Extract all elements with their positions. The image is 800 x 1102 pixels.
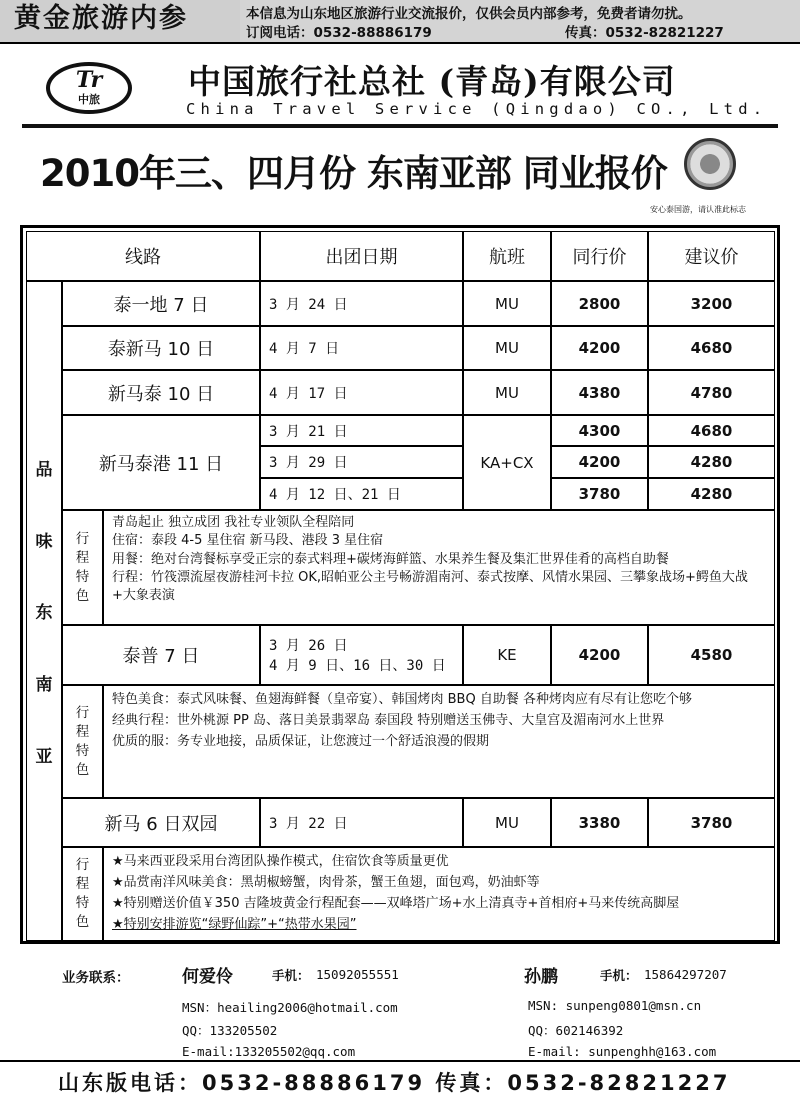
itinerary-label <box>62 685 103 798</box>
itinerary-label <box>62 510 103 625</box>
itinerary-details <box>103 847 775 941</box>
itinerary-label <box>62 847 103 941</box>
date-cell: 4 月 12 日、21 日 <box>260 478 463 510</box>
date-cell: 4 月 17 日 <box>260 370 463 415</box>
suggested-price-cell: 4580 <box>648 625 775 685</box>
detail-line: 用餐：绝对台湾餐标享受正宗的泰式料理+碳烤海鲜篮、水果养生餐及集汇世界佳肴的高档自助餐 <box>112 551 669 567</box>
mobile-label: 手机： <box>600 968 638 983</box>
contact-qq: QQ：133205502 <box>182 1023 278 1038</box>
seal-caption: 安心泰国游，请认准此标志 <box>650 205 746 214</box>
itinerary-details <box>103 510 775 625</box>
label-char: 特 <box>75 895 90 911</box>
label-char: 行 <box>75 857 90 873</box>
route-cell: 新马泰港 11 日 <box>62 415 260 510</box>
detail-line: ★特别安排游览“绿野仙踪”+“热带水果园” <box>112 917 357 932</box>
detail-line: 经典行程：世外桃源 PP 岛、落日美景翡翠岛 泰国段 特别赠送玉佛寺、大皇宫及湄南河水上世界 <box>112 713 665 728</box>
company-name-cn: 中国旅行社总社 (青岛)有限公司 <box>188 62 676 101</box>
suggested-price-cell: 4280 <box>648 446 775 478</box>
logo-text: 中旅 <box>78 92 100 106</box>
detail-line: 特色美食：泰式风味餐、鱼翅海鲜餐（皇帝宴）、韩国烤肉 BBQ 自助餐 各种烤肉应有尽有让您吃个够 <box>112 692 692 707</box>
contact-email: E-mail: sunpenghh@163.com <box>528 1044 717 1059</box>
contact-mobile: 15864297207 <box>644 967 727 982</box>
suggested-price-cell: 3780 <box>648 798 775 847</box>
label-char: 色 <box>75 914 90 930</box>
contact-email: E-mail:133205502@qq.com <box>182 1044 356 1059</box>
peer-price-cell: 4200 <box>551 446 648 478</box>
peer-price-cell: 4200 <box>551 625 648 685</box>
contact-qq: QQ：602146392 <box>528 1023 624 1038</box>
route-cell: 泰一地 7 日 <box>62 281 260 326</box>
date-line: 3 月 26 日 <box>269 638 348 654</box>
route-cell: 新马 6 日双园 <box>62 798 260 847</box>
label-char: 程 <box>75 549 90 566</box>
contact-msn: MSN：heailing2006@hotmail.com <box>182 1000 398 1015</box>
suggested-price-cell: 3200 <box>648 281 775 326</box>
suggested-price-cell: 4780 <box>648 370 775 415</box>
subscribe-phone: 订阅电话：0532-88886179 <box>246 25 432 41</box>
suggested-price-cell: 4680 <box>648 326 775 370</box>
date-cell: 3 月 22 日 <box>260 798 463 847</box>
contact-name: 孙鹏 <box>524 967 558 987</box>
flight-cell: KA+CX <box>463 415 551 510</box>
member-notice: 本信息为山东地区旅游行业交流报价，仅供会员内部参考，免费者请勿扰。 <box>246 6 692 22</box>
flight-cell: KE <box>463 625 551 685</box>
side-char: 南 <box>35 675 53 696</box>
company-name-en: China Travel Service (Qingdao) CO., Ltd. <box>186 100 768 118</box>
contacts-label: 业务联系： <box>62 970 130 986</box>
detail-line: 行程：竹筏漂流屋夜游桂河卡拉 OK,昭帕亚公主号畅游湄南河、泰式按摩、风情水果园、三攀象战场+鳄鱼大战+大象表演 <box>112 569 748 604</box>
contact-name: 何爱伶 <box>182 967 233 987</box>
detail-line: 住宿：泰段 4-5 星住宿 新马段、港段 3 星住宿 <box>112 533 384 549</box>
date-cell: 3 月 21 日 <box>260 415 463 446</box>
peer-price-cell: 3780 <box>551 478 648 510</box>
label-char: 特 <box>75 742 90 759</box>
flight-cell: MU <box>463 798 551 847</box>
page-title: 2010年三、四月份 东南亚部 同业报价 <box>40 152 667 195</box>
contact-mobile: 15092055551 <box>316 967 399 982</box>
detail-line: ★马来西亚段采用台湾团队操作模式，住宿饮食等质量更优 <box>112 854 449 869</box>
route-cell: 泰普 7 日 <box>62 625 260 685</box>
label-char: 程 <box>75 723 90 740</box>
contact-msn: MSN: sunpeng0801@msn.cn <box>528 998 702 1013</box>
detail-line: ★特别赠送价值￥350 吉隆坡黄金行程配套——双峰塔广场+水上清真寺+首相府+马来传统高脚屋 <box>112 896 680 911</box>
side-label <box>26 281 62 941</box>
peer-price-cell: 4380 <box>551 370 648 415</box>
logo-mark: Tr <box>75 66 103 93</box>
label-char: 色 <box>75 587 90 604</box>
flight-cell: MU <box>463 326 551 370</box>
price-table <box>20 225 780 944</box>
header-peer-price: 同行价 <box>551 231 648 281</box>
safety-seal-icon <box>684 138 736 190</box>
route-cell: 泰新马 10 日 <box>62 326 260 370</box>
date-line: 4 月 9 日、16 日、30 日 <box>269 658 446 674</box>
route-cell: 新马泰 10 日 <box>62 370 260 415</box>
header-route: 线路 <box>26 231 260 281</box>
peer-price-cell: 2800 <box>551 281 648 326</box>
label-char: 行 <box>75 530 90 547</box>
detail-line: ★品赏南洋风味美食：黑胡椒螃蟹，肉骨茶，蟹王鱼翅，面包鸡，奶油虾等 <box>112 875 540 890</box>
peer-price-cell: 3380 <box>551 798 648 847</box>
brand-title: 黄金旅游内参 <box>0 0 240 42</box>
date-cell: 3 月 29 日 <box>260 446 463 478</box>
detail-line: 优质的服：务专业地接，品质保证，让您渡过一个舒适浪漫的假期 <box>112 734 490 749</box>
itinerary-details <box>103 685 775 798</box>
date-cell <box>260 625 463 685</box>
date-cell: 3 月 24 日 <box>260 281 463 326</box>
detail-line: 青岛起止 独立成团 我社专业领队全程陪同 <box>112 515 355 530</box>
footer-contact: 山东版电话：0532-88886179 传真：0532-82821227 <box>58 1071 731 1095</box>
label-char: 行 <box>75 704 90 721</box>
header-flight: 航班 <box>463 231 551 281</box>
side-char: 品 <box>35 460 53 481</box>
side-char: 东 <box>35 603 53 624</box>
peer-price-cell: 4200 <box>551 326 648 370</box>
side-char: 亚 <box>35 746 53 767</box>
company-logo <box>46 62 132 114</box>
date-cell: 4 月 7 日 <box>260 326 463 370</box>
label-char: 色 <box>75 761 90 778</box>
suggested-price-cell: 4280 <box>648 478 775 510</box>
flight-cell: MU <box>463 281 551 326</box>
side-char: 味 <box>35 531 53 552</box>
suggested-price-cell: 4680 <box>648 415 775 446</box>
label-char: 特 <box>75 568 90 585</box>
header-divider <box>22 124 778 128</box>
banner-fax: 传真：0532-82821227 <box>565 25 724 41</box>
peer-price-cell: 4300 <box>551 415 648 446</box>
label-char: 程 <box>75 876 90 892</box>
header-suggested-price: 建议价 <box>648 231 775 281</box>
flight-cell: MU <box>463 370 551 415</box>
header-date: 出团日期 <box>260 231 463 281</box>
mobile-label: 手机： <box>272 968 310 983</box>
